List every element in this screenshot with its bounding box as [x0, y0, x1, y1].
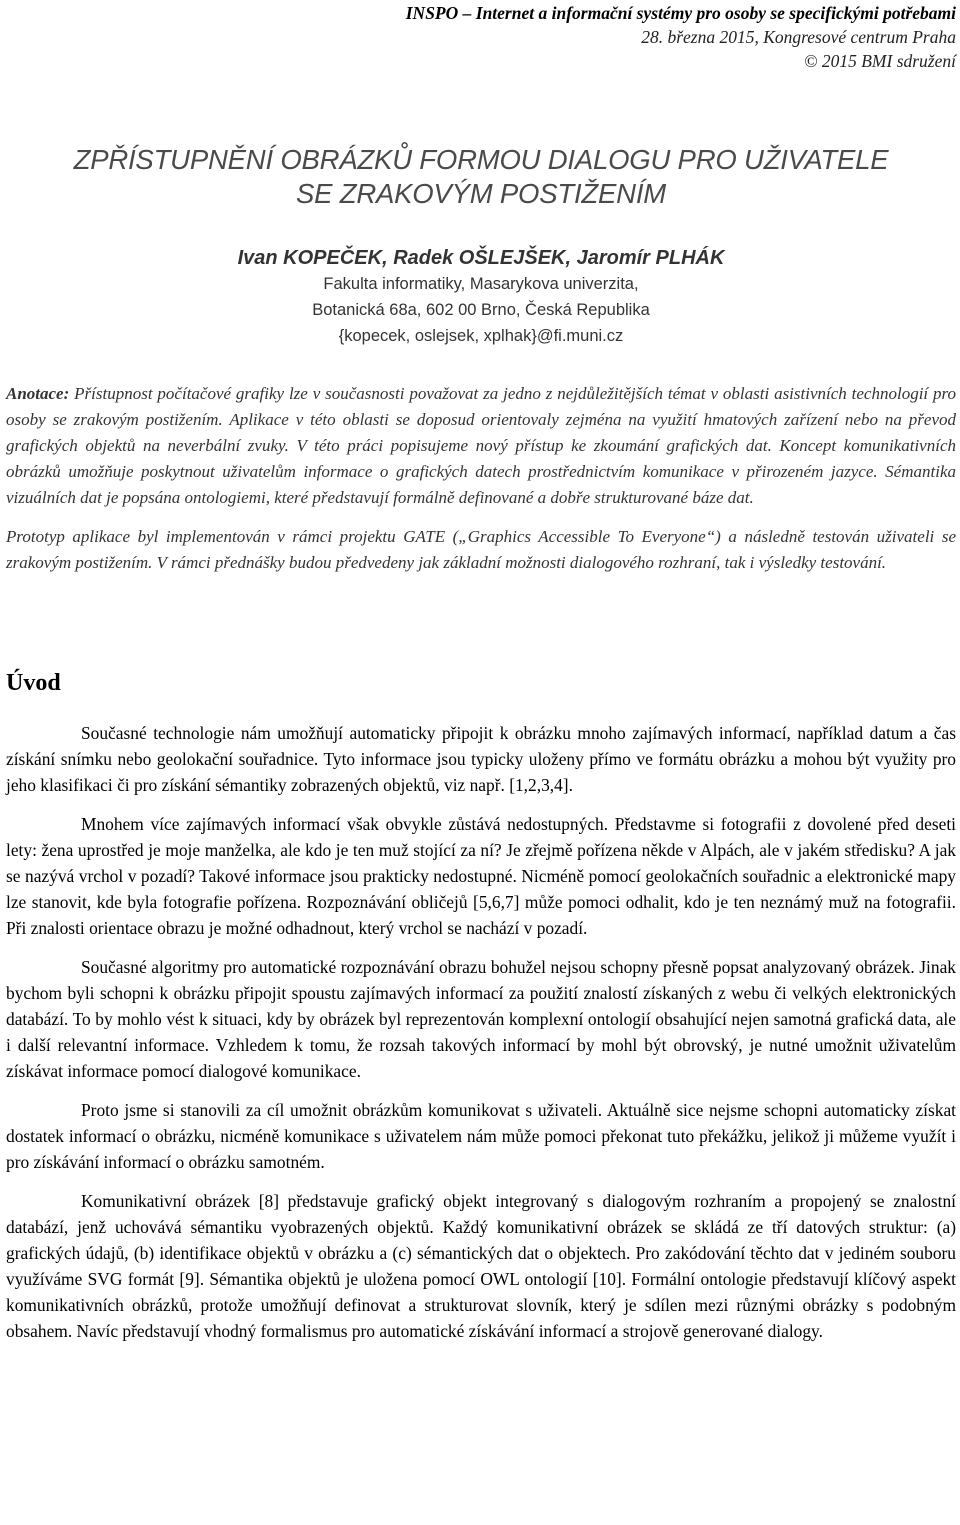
paper-title-line-2: SE ZRAKOVÝM POSTIŽENÍM: [296, 178, 666, 209]
abstract-text-1: Přístupnost počítačové grafiky lze v současnosti považovat za jedno z nejdůležitějších témat v oblasti asistivních technologií pro osoby se zrakovým postižením. Aplikace v této oblasti se doposud orientovaly zejména na využití hmatových zařízení nebo na převod grafických objektů na neverbální zvuky. V této práci popisujeme nový přístup ke zkoumání grafických dat. Koncept komunikativních obrázků umožňuje poskytnout uživatelům informace o grafických datech prostřednictvím komunikace v přirozeném jazyce. Sémantika vizuálních dat je popsána ontologiemi, které představují formálně definované a dobře strukturované báze dat.: [6, 384, 956, 507]
paper-title-line-1: ZPŘÍSTUPNĚNÍ OBRÁZKŮ FORMOU DIALOGU PRO UŽIVATELE: [73, 144, 889, 175]
section-heading: Úvod: [6, 670, 61, 696]
abstract-paragraph-2: Prototyp aplikace byl implementován v rámci projektu GATE („Graphics Accessible To Everyone“) a následně testován uživateli se zrakovým postižením. V rámci přednášky budou předvedeny jak základní možnosti dialogového rozhraní, tak i výsledky testování.: [6, 527, 956, 572]
author-affiliation: [6, 271, 956, 349]
paper-authors: Ivan KOPEČEK, Radek OŠLEJŠEK, Jaromír PLHÁK: [237, 247, 725, 269]
header-copyright: © 2015 BMI sdružení: [804, 51, 956, 71]
document-page: [6, 0, 956, 1344]
body-paragraph: Současné technologie nám umožňují automaticky připojit k obrázku mnoho zajímavých informací, například datum a čas získání snímku nebo geolokační souřadnice. Tyto informace jsou typicky uloženy přímo ve formátu obrázku a mohou být využity pro jeho klasifikaci či pro získání sémantiky zobrazených objektů, viz např. [1,2,3,4].: [6, 723, 956, 795]
affiliation-line-1: Fakulta informatiky, Masarykova univerzita,: [323, 275, 639, 293]
body-paragraph: Komunikativní obrázek [8] představuje grafický objekt integrovaný s dialogovým rozhraním a propojený se znalostní databází, jenž uchovává sémantiku vyobrazených objektů. Každý komunikativní obrázek se skládá ze tří datových struktur: (a) grafických údajů, (b) identifikace objektů v obrázku a (c) sémantických dat o objektech. Pro zakódování těchto dat v jediném souboru využíváme SVG formát [9]. Sémantika objektů je uložena pomocí OWL ontologií [10]. Formální ontologie představují klíčový aspekt komunikativních obrázků, protože umožňují definovat a strukturovat slovník, který je sdílen mezi různými obrázky s podobným obsahem. Navíc představují vhodný formalismus pro automatické získávání informací a strojově generované dialogy.: [6, 1191, 956, 1341]
conference-header: [6, 0, 956, 73]
section-body: [6, 720, 956, 1344]
header-date-venue: 28. března 2015, Kongresové centrum Praha: [641, 27, 956, 47]
affiliation-line-2: Botanická 68a, 602 00 Brno, Česká Republika: [312, 301, 650, 319]
paper-title: [6, 143, 956, 211]
body-paragraph: Mnohem více zajímavých informací však obvykle zůstává nedostupných. Představme si fotografii z dovolené před deseti lety: žena uprostřed je moje manželka, ale kdo je ten muž stojící za ní? Je zřejmě pořízena někde v Alpách, ale v jakém středisku? A jak se nazývá vrchol v pozadí? Takové informace jsou prakticky nedostupné. Nicméně pomocí geolokačních souřadnic a elektronické mapy lze stanovit, kde byla fotografie pořízena. Rozpoznávání obličejů [5,6,7] může pomoci odhalit, kdo je ten neznámý muž na fotografii. Při znalosti orientace obrazu je možné odhadnout, který vrchol se nachází v pozadí.: [6, 814, 956, 938]
body-paragraph: Proto jsme si stanovili za cíl umožnit obrázkům komunikovat s uživateli. Aktuálně sice nejsme schopni automaticky získat dostatek informací o obrázku, nicméně komunikace s uživatelem nám může pomoci překonat tuto překážku, jelikož ji můžeme využít i pro získávání informací o obrázku samotném.: [6, 1100, 956, 1172]
abstract-paragraph-1: [6, 381, 956, 511]
body-paragraph: Současné algoritmy pro automatické rozpoznávání obrazu bohužel nejsou schopny přesně popsat analyzovaný obrázek. Jinak bychom byli schopni k obrázku připojit spoustu zajímavých informací za použití znalostí získaných z webu či velkých elektronických databází. To by mohlo vést k situaci, kdy by obrázek byl reprezentován komplexní ontologií obsahující nejen samotná grafická data, ale i další relevantní informace. Vzhledem k tomu, že rozsah takových informací by mohl být obrovský, je nutné umožnit uživatelům získávat informace pomocí dialogové komunikace.: [6, 957, 956, 1081]
header-conference-name: INSPO – Internet a informační systémy pro osoby se specifickými potřebami: [405, 3, 956, 23]
abstract-label: Anotace:: [6, 384, 70, 403]
abstract: [6, 381, 956, 576]
author-emails: {kopecek, oslejsek, xplhak}@fi.muni.cz: [338, 327, 624, 345]
